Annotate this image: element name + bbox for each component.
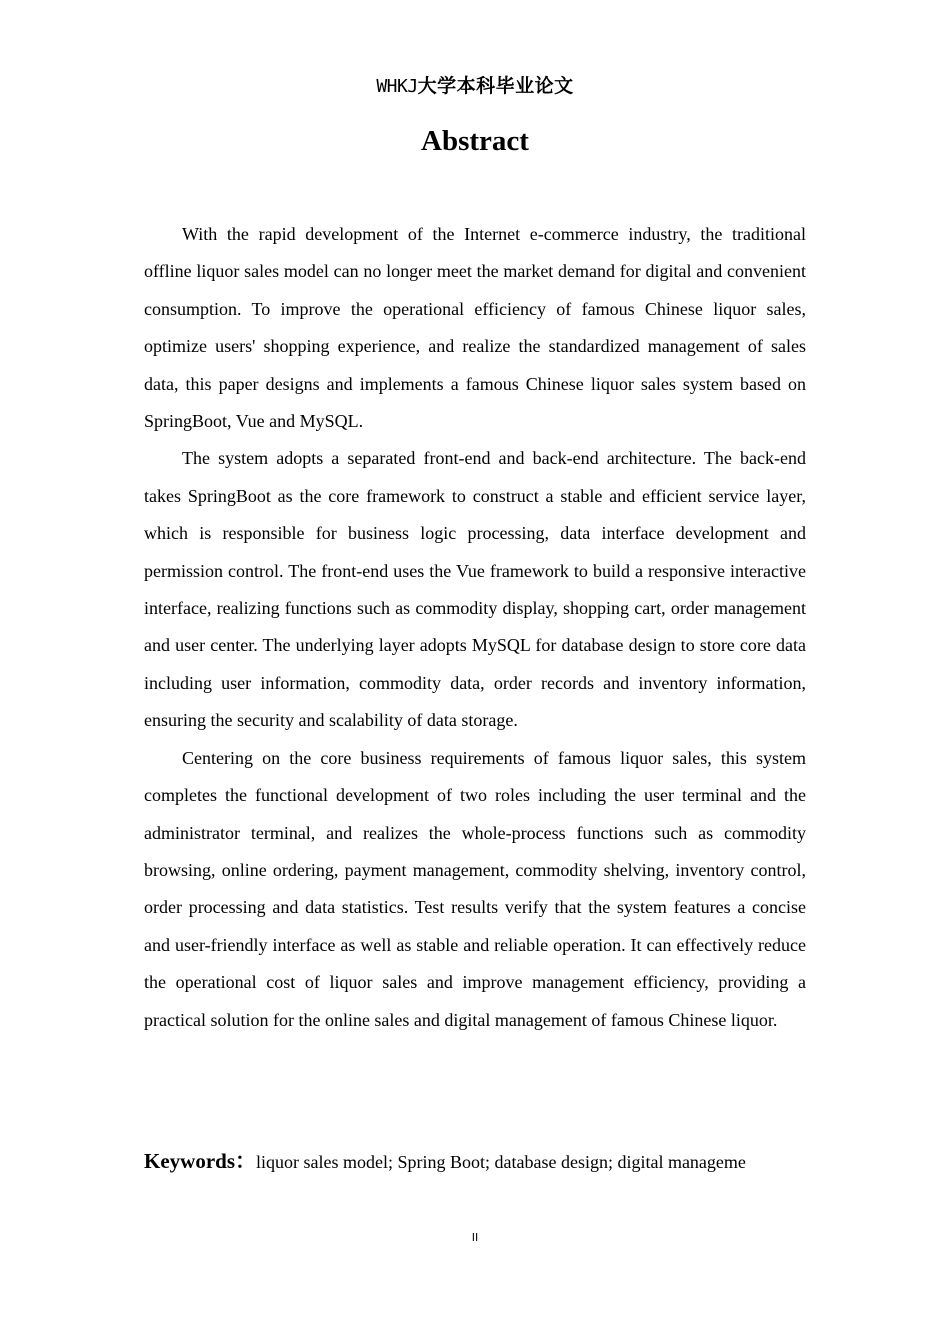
abstract-paragraph-1: With the rapid development of the Internet e-commerce industry, the traditional offline liquor sales model can no longer meet the market demand for digital and convenient consumption. To improve the operational efficiency of famous Chinese liquor sales, optimize users' shopping experience, and realize the standardized management of sales data, this paper designs and implements a famous Chinese liquor sales system based on SpringBoot, Vue and MySQL. xyxy=(144,224,806,432)
running-header xyxy=(0,72,950,101)
keywords-label: Keywords： xyxy=(144,1149,256,1173)
page-number: II xyxy=(471,1231,479,1244)
abstract-body xyxy=(144,216,806,1039)
abstract-paragraph-3: Centering on the core business requirements of famous liquor sales, this system completes the functional development of two roles including the user terminal and the administrator terminal, and realizes the whole-process functions such as commodity browsing, online ordering, payment management, commodity shelving, inventory control, order processing and data statistics. Test results verify that the system features a concise and user-friendly interface as well as stable and reliable operation. It can effectively reduce the operational cost of liquor sales and improve management efficiency, providing a practical solution for the online sales and digital management of famous Chinese liquor. xyxy=(144,747,806,1030)
abstract-paragraph-2: The system adopts a separated front-end and back-end architecture. The back-end takes SpringBoot as the core framework to construct a stable and efficient service layer, which is responsible for business logic processing, data interface development and permission control. The front-end uses the Vue framework to build a responsive interactive interface, realizing functions such as commodity display, shopping cart, order management and user center. The underlying layer adopts MySQL for database design to store core data including user information, commodity data, order records and inventory information, ensuring the security and scalability of data storage. xyxy=(144,448,806,731)
page-title: Abstract xyxy=(421,125,529,157)
keywords-line xyxy=(144,1144,806,1181)
header-university-code: WHKJ xyxy=(376,76,418,97)
header-thesis-label: 大学本科毕业论文 xyxy=(417,75,574,97)
keywords-value: liquor sales model; Spring Boot; database design; digital manageme xyxy=(256,1152,746,1172)
